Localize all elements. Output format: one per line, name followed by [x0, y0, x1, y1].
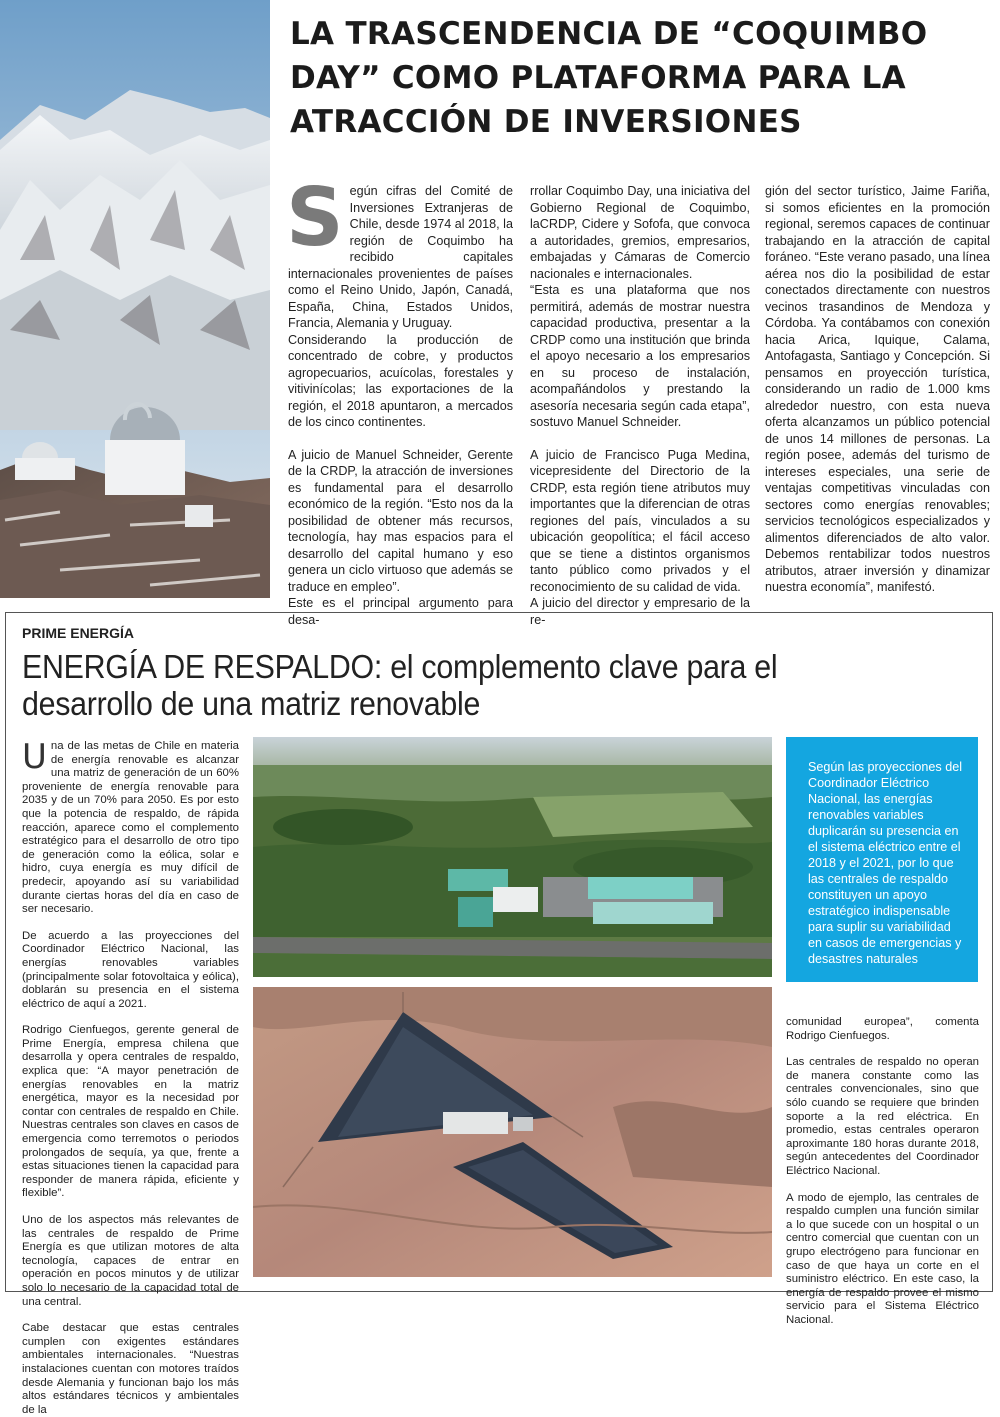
section-label: PRIME ENERGÍA — [22, 625, 135, 641]
article-title: LA TRASCENDENCIA DE “COQUIMBO DAY” COMO PLATAFORMA PARA LA ATRACCIÓN DE INVERSIONES — [290, 16, 928, 140]
solar-plant-aerial-photo — [253, 987, 772, 1277]
paragraph: A juicio del director y empresario de la re- — [530, 596, 750, 627]
pull-quote-box — [786, 737, 978, 982]
title-caps: ENERGÍA DE RESPALDO: — [22, 648, 383, 685]
paragraph: A juicio de Manuel Schneider, Gerente de la CRDP, la atracción de inversiones es fundamental para el desarrollo económico de la región. “Esto nos da la posibilidad de obtener más recursos, tecnología, hay mas espacios para el desarrollo del capital humano y eso genera un ciclo virtuoso que además se traduce en empleo”. — [288, 447, 513, 594]
article-column-2 — [530, 183, 750, 628]
paragraph: Este es el principal argumento para desa- — [288, 596, 513, 627]
paragraph: Uno de los aspectos más relevantes de las centrales de respaldo de Prime Energía es que utilizan motores de alta tecnología, capaces de entrar en operación en pocos minutos y de utilizar solo lo necesario de la capacidad total de una central. — [22, 1214, 239, 1308]
title-rest: el complemento clave para el desarrollo de una matriz renovable — [22, 648, 778, 722]
paragraph: egún cifras del Comité de Inversiones Extranjeras de Chile, desde 1974 al 2018, la región de Coquimbo ha recibido capitales internacionales provenientes de países como el Reino Unido, Japón, Canadá, España, China, Estados Unidos, Francia, Alemania y Uruguay. — [288, 184, 513, 330]
paragraph: A modo de ejemplo, las centrales de respaldo cumplen una función similar a lo que sucede con un hospital o un centro comercial que cuentan con un grupo electrógeno para funcionar en caso de que haya un corte en el suministro eléctrico. En este caso, la energía de respaldo provee el mismo servicio para el Sistema Eléctrico Nacional. — [786, 1191, 979, 1326]
article-column-3 — [786, 1016, 979, 1327]
article-column-1 — [286, 171, 513, 628]
power-plant-aerial-photo — [253, 737, 772, 977]
paragraph: gión del sector turístico, Jaime Fariña, si somos eficientes en la promoción regional, seremos capaces de continuar trabajando en la atracción de capital foráneo. “Este verano pasado, una línea aérea nos dio la posibilidad de estar conectados directamente con nuestros vecinos trasandinos de Mendoza y Córdoba. Ya contábamos con conexión hacia Arica, Iquique, Calama, Antofagasta, Santiago y Concepción. Si pensamos en proyección turística, considerando un radio de 1.000 kms alrededor nuestro, con esta nueva oferta alcanzamos un público potencial de unos 14 millones de personas. La región posee, además del turismo de intereses especiales, una serie de ventajas competitivas vinculadas con sectores como energías renovables; servicios tecnológicos especializados y alimentos diferenciados de alto valor. Debemos rentabilizar todos nuestros atributos, atraer inversión y dinamizar nuestra economía”, manifestó. — [765, 184, 990, 594]
article-column-1 — [22, 737, 239, 1417]
paragraph: De acuerdo a las proyecciones del Coordinador Eléctrico Nacional, las energías renovables variables (principalmente solar fotovoltaica y eólica), doblarán su presencia en el sistema eléctrico de aquí a 2021. — [22, 929, 239, 1010]
drop-cap: S — [286, 171, 344, 264]
article-title — [22, 648, 905, 722]
pull-quote-text: Según las proyecciones del Coordinador Eléctrico Nacional, las energías renovables variables duplicarán su presencia en el sistema eléctrico entre el 2018 y el 2021, por lo que las centrales de respaldo constituyen un apoyo estratégico indispensable para suplir su variabilidad en casos de emergencias y desastres naturales — [808, 760, 963, 966]
drop-cap: U — [22, 737, 47, 777]
article-column-3 — [765, 183, 990, 596]
paragraph: Cabe destacar que estas centrales cumplen con exigentes estándares ambientales internacionales. “Nuestras instalaciones cuentan con motores traídos desde Alemania y funcionan bajo los más altos estándares técnicos y ambientales de la — [22, 1322, 239, 1416]
paragraph: Rodrigo Cienfuegos, gerente general de Prime Energía, empresa chilena que desarrolla y opera centrales de respaldo, explica que: “A mayor penetración de energías renovables en la matriz energética, mayor es la necesidad por contar con centrales de respaldo en Chile. Nuestras centrales son claves en casos de emergencia como terremotos o periodos prolongados de sequía, ya que, frente a estas situaciones tienen la capacidad para responder de manera rápida, eficiente y flexible”. — [22, 1024, 239, 1200]
paragraph: comunidad europea”, comenta Rodrigo Cienfuegos. — [786, 1016, 979, 1042]
paragraph: rrollar Coquimbo Day, una iniciativa del Gobierno Regional de Coquimbo, laCRDP, Cidere y Sofofa, que convoca a autoridades, gremios, empresarios, embajadas y Cámaras de Comercio nacionales e internacionales. — [530, 184, 750, 281]
paragraph: A juicio de Francisco Puga Medina, vicepresidente del Directorio de la CRDP, esta región tiene atributos muy importantes que la diferencian de otras regiones del país, vinculados a su ubicación geopolítica; el fácil acceso que se tiene a distintos organismos tanto público como privados y el reconocimiento de su calidad de vida. — [530, 447, 750, 594]
paragraph: na de las metas de Chile en materia de energía renovable es alcanzar una matriz de generación de un 60% proveniente de energía renovable para 2035 y de un 70% para 2050. Es por esto que la potencia de respaldo, de rápida reacción, aparece como el complemento estratégico para el desarrollo de otro tipo de generación como la eólica, solar e hidro, cuya energía es muy difícil de predecir, apoyando así su variabilidad durante ciertas horas del día en caso de ser necesario. — [22, 740, 239, 916]
paragraph: “Esta es una plataforma que nos permitirá, además de mostrar nuestra capacidad productiva, presentar a la CRDP como una institución que brinda el apoyo necesario a los empresarios en su proceso de instalación, acompañándolos y prestando la asesoría necesaria según cada etapa”, sostuvo Manuel Schneider. — [530, 283, 750, 429]
paragraph: Las centrales de respaldo no operan de manera constante como las centrales convencionales, sino que sólo cuando se requiere que brinden soporte a la red eléctrica. En promedio, estas centrales operaron aproximante 180 horas durante 2018, según antecedentes del Coordinador Eléctrico Nacional. — [786, 1056, 979, 1177]
observatory-mountain-photo — [0, 0, 270, 598]
paragraph: Considerando la producción de concentrado de cobre, y productos agropecuarios, acuícolas, forestales y vitivinícolas; las exportaciones de la región, el 2018 apuntaron, a mercados de los cinco continentes. — [288, 332, 513, 429]
